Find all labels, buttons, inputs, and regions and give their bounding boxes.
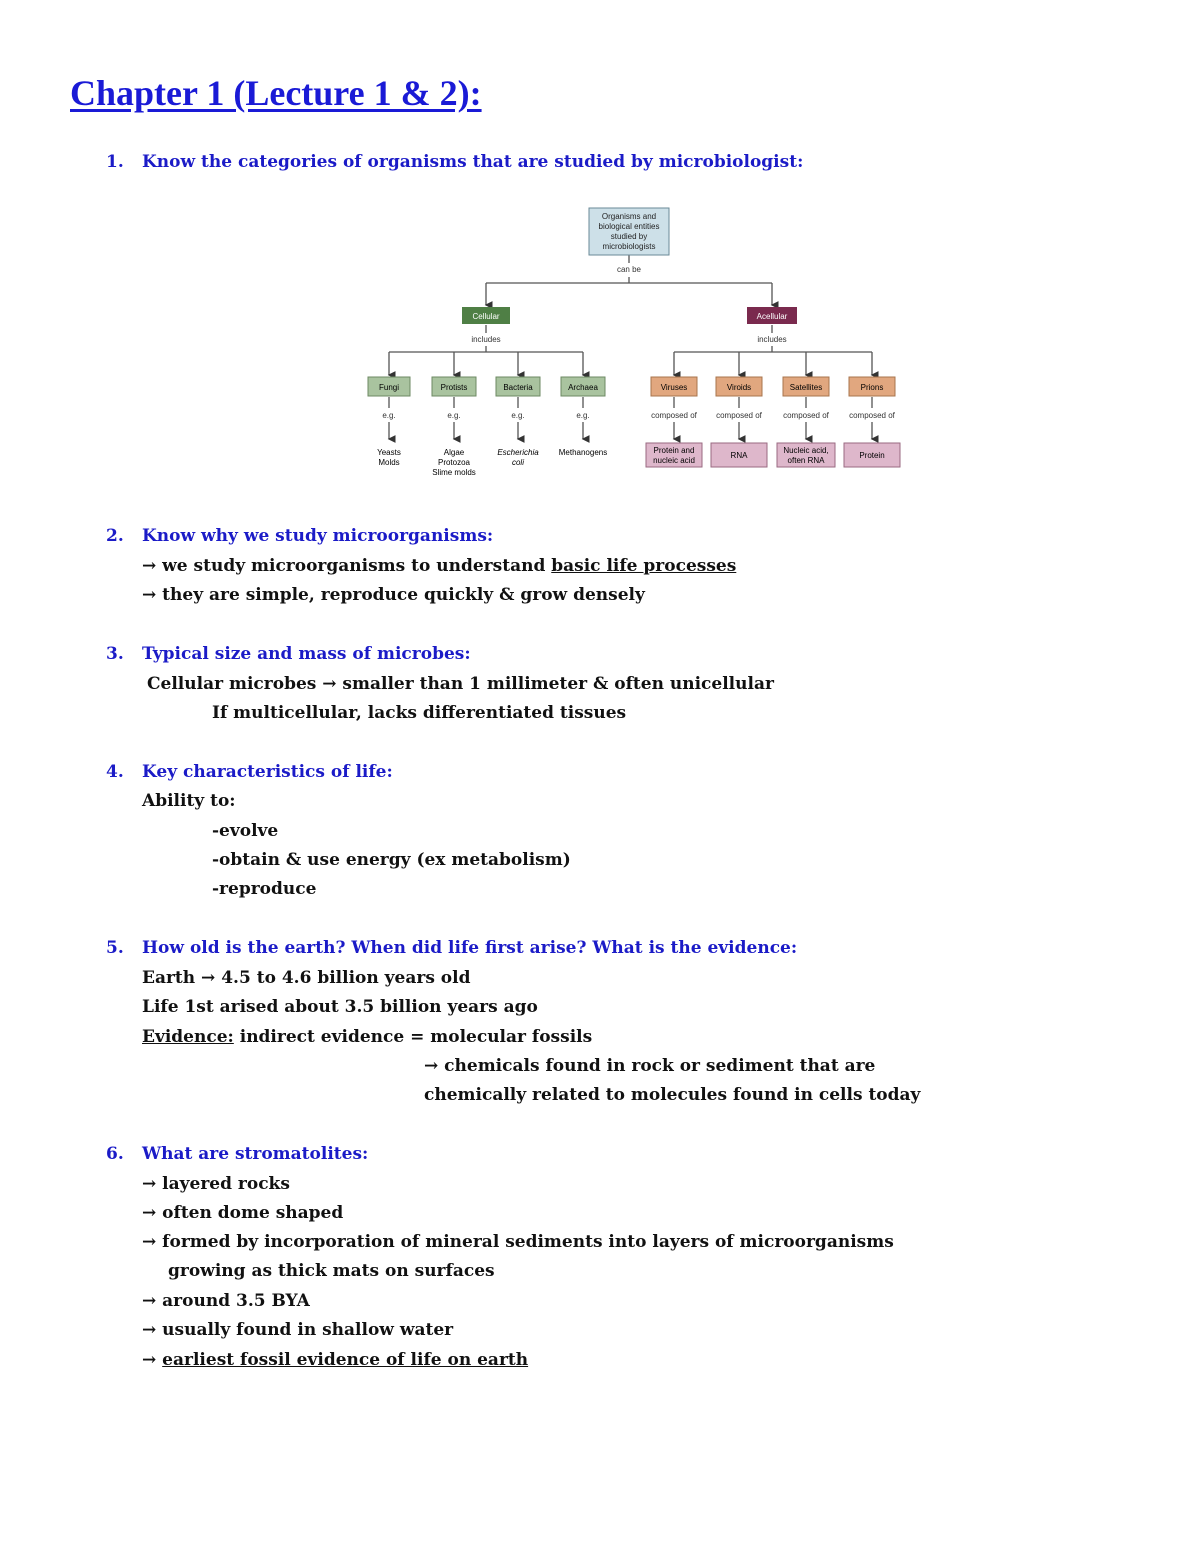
question-1	[106, 152, 803, 172]
question-number: 1.	[106, 152, 124, 172]
answer-line: → they are simple, reproduce quickly & grow densely	[142, 585, 645, 605]
protists-example-1: Algae	[443, 448, 465, 457]
answer-line: chemically related to molecules found in cells today	[424, 1085, 921, 1105]
list-item: -obtain & use energy (ex metabolism)	[212, 850, 571, 870]
root-link-label: can be	[616, 265, 642, 274]
list-item: -evolve	[212, 821, 279, 841]
question-text: Know the categories of organisms that are studied by microbiologist:	[142, 152, 804, 172]
acellular-label: Acellular	[756, 312, 788, 321]
archaea-link: e.g.	[576, 411, 590, 420]
viroids-label: Viroids	[726, 383, 752, 392]
list-item: → formed by incorporation of mineral sediments into layers of microorganisms	[142, 1232, 894, 1252]
bacteria-example-1: Escherichia	[497, 448, 539, 457]
question-2	[106, 526, 493, 546]
answer-line	[142, 556, 736, 576]
question-5	[106, 938, 797, 958]
prions-composition: Protein	[859, 451, 885, 460]
archaea-example-1: Methanogens	[558, 448, 608, 457]
viroids-link: composed of	[716, 411, 762, 420]
question-6	[106, 1144, 368, 1164]
protists-label: Protists	[440, 383, 468, 392]
acellular-link: includes	[757, 335, 787, 344]
fungi-label: Fungi	[378, 383, 400, 392]
answer-line: Cellular microbes → smaller than 1 millimeter & often unicellular	[147, 674, 774, 694]
bacteria-label: Bacteria	[503, 383, 533, 392]
viroids-composition: RNA	[730, 451, 748, 460]
answer-text: → we study microorganisms to understand	[142, 556, 552, 576]
viruses-composition-1: Protein and	[653, 446, 695, 455]
answer-line: Life 1st arised about 3.5 billion years ago	[142, 997, 538, 1017]
question-number: 5.	[106, 938, 124, 958]
protists-example-2: Protozoa	[437, 458, 471, 467]
list-item: -reproduce	[212, 879, 317, 899]
prions-label: Prions	[860, 383, 884, 392]
question-3	[106, 644, 471, 664]
answer-line: → chemicals found in rock or sediment that are	[424, 1056, 876, 1076]
list-item	[142, 1350, 528, 1370]
answer-text: indirect evidence = molecular fossils	[233, 1027, 593, 1047]
question-number: 4.	[106, 762, 124, 782]
arrow: →	[142, 1350, 163, 1370]
fungi-example-2: Molds	[378, 458, 400, 467]
underlined-phrase: earliest fossil evidence of life on earth	[162, 1350, 529, 1370]
satellites-composition-2: often RNA	[787, 456, 825, 465]
protists-example-3: Slime molds	[432, 468, 476, 477]
answer-line: If multicellular, lacks differentiated tissues	[212, 703, 627, 723]
question-number: 2.	[106, 526, 124, 546]
prions-link: composed of	[849, 411, 895, 420]
question-text: Key characteristics of life:	[142, 762, 393, 782]
protists-link: e.g.	[447, 411, 461, 420]
list-item: → layered rocks	[142, 1174, 290, 1194]
question-text: Typical size and mass of microbes:	[142, 644, 471, 664]
viruses-label: Viruses	[660, 383, 688, 392]
root-line-1: Organisms and	[601, 212, 657, 221]
satellites-composition-1: Nucleic acid,	[783, 446, 829, 455]
answer-line	[142, 1027, 592, 1047]
question-number: 3.	[106, 644, 124, 664]
satellites-link: composed of	[783, 411, 829, 420]
question-text: Know why we study microorganisms:	[142, 526, 494, 546]
organism-categories-diagram	[360, 205, 910, 485]
cellular-link: includes	[471, 335, 501, 344]
archaea-label: Archaea	[568, 383, 598, 392]
cellular-label: Cellular	[472, 312, 500, 321]
fungi-example-1: Yeasts	[377, 448, 401, 457]
root-line-2: biological entities	[598, 222, 660, 231]
bacteria-example-2: coli	[511, 458, 525, 467]
list-item: growing as thick mats on surfaces	[168, 1261, 495, 1281]
bacteria-link: e.g.	[511, 411, 525, 420]
root-line-4: microbiologists	[602, 242, 656, 251]
question-4	[106, 762, 393, 782]
root-line-3: studied by	[610, 232, 648, 241]
viruses-composition-2: nucleic acid	[653, 456, 695, 465]
list-item: → often dome shaped	[142, 1203, 344, 1223]
viruses-link: composed of	[651, 411, 697, 420]
evidence-label: Evidence:	[142, 1027, 234, 1047]
satellites-label: Satellites	[789, 383, 823, 392]
underlined-phrase: basic life processes	[551, 556, 737, 576]
question-text: What are stromatolites:	[142, 1144, 369, 1164]
fungi-link: e.g.	[382, 411, 396, 420]
answer-line: Earth → 4.5 to 4.6 billion years old	[142, 968, 471, 988]
list-item: → around 3.5 BYA	[142, 1291, 310, 1311]
page-title: Chapter 1 (Lecture 1 & 2):	[70, 73, 482, 113]
question-number: 6.	[106, 1144, 124, 1164]
question-text: How old is the earth? When did life first arise? What is the evidence:	[142, 938, 798, 958]
answer-line: Ability to:	[142, 791, 236, 811]
list-item: → usually found in shallow water	[142, 1320, 454, 1340]
